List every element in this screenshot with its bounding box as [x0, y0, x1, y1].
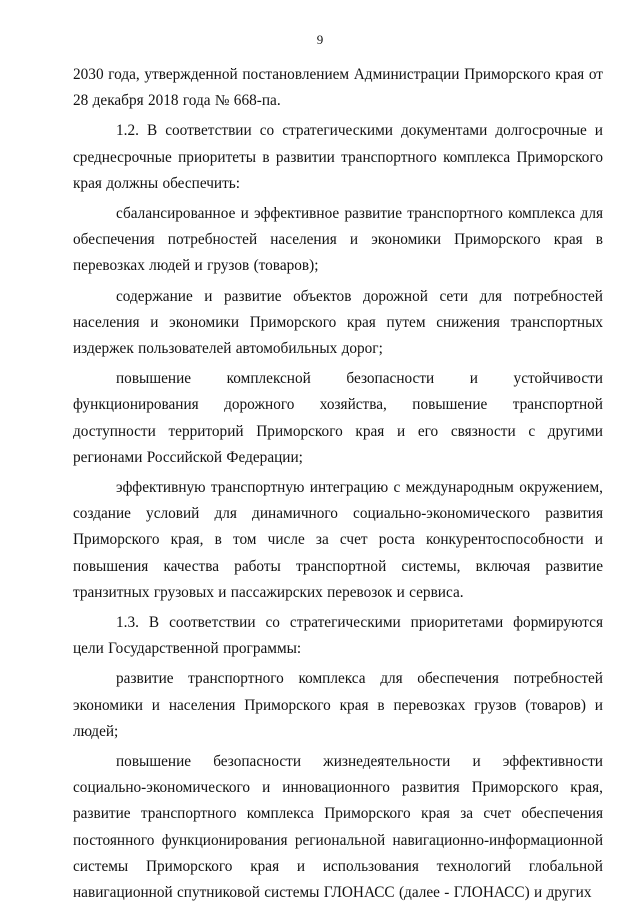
paragraph-section-1-3: 1.3. В соответствии со стратегическими приоритетами формируются цели Государственной программы:	[73, 614, 603, 658]
list-item-glonass: повышение безопасности жизнедеятельности и эффективности социально-экономического и инновационного развития Приморского края, развитие транспортного комплекса Приморского края за счет обеспечения постоянного функционирования региональной навигационно-информационной системы Приморского края и использования технологий глобальной навигационной спутниковой системы ГЛОНАСС (далее - ГЛОНАСС) и других	[73, 753, 603, 902]
list-item-balanced-development: сбалансированное и эффективное развитие транспортного комплекса для обеспечения потребностей населения и экономики Приморского края в перевозках людей и грузов (товаров);	[73, 205, 603, 275]
paragraph-section-1-2: 1.2. В соответствии со стратегическими документами долгосрочные и среднесрочные приоритеты в развитии транспортного комплекса Приморского края должны обеспечить:	[73, 122, 603, 192]
paragraph-continuation: 2030 года, утвержденной постановлением Администрации Приморского края от 28 декабря 2018 года № 668-па.	[73, 66, 603, 110]
list-item-safety: повышение комплексной безопасности и устойчивости функционирования дорожного хозяйства, повышение транспортной доступности территорий Приморского края и его связности с другими регионами Российской Федерации;	[73, 370, 603, 466]
list-item-road-network: содержание и развитие объектов дорожной сети для потребностей населения и экономики Приморского края путем снижения транспортных издержек пользователей автомобильных дорог;	[73, 287, 603, 358]
list-item-integration: эффективную транспортную интеграцию с международным окружением, создание условий для динамичного социально-экономического развития Приморского края, в том числе за счет роста конкурентоспособности и повышения качества работы транспортной системы, включая развитие транзитных грузовых и пассажирских перевозок и сервиса.	[73, 479, 603, 601]
page-number: 9	[316, 32, 324, 47]
document-body	[73, 62, 603, 910]
list-item-transport-development: развитие транспортного комплекса для обеспечения потребностей экономики и населения Приморского края в перевозках грузов (товаров) и людей;	[73, 670, 603, 740]
